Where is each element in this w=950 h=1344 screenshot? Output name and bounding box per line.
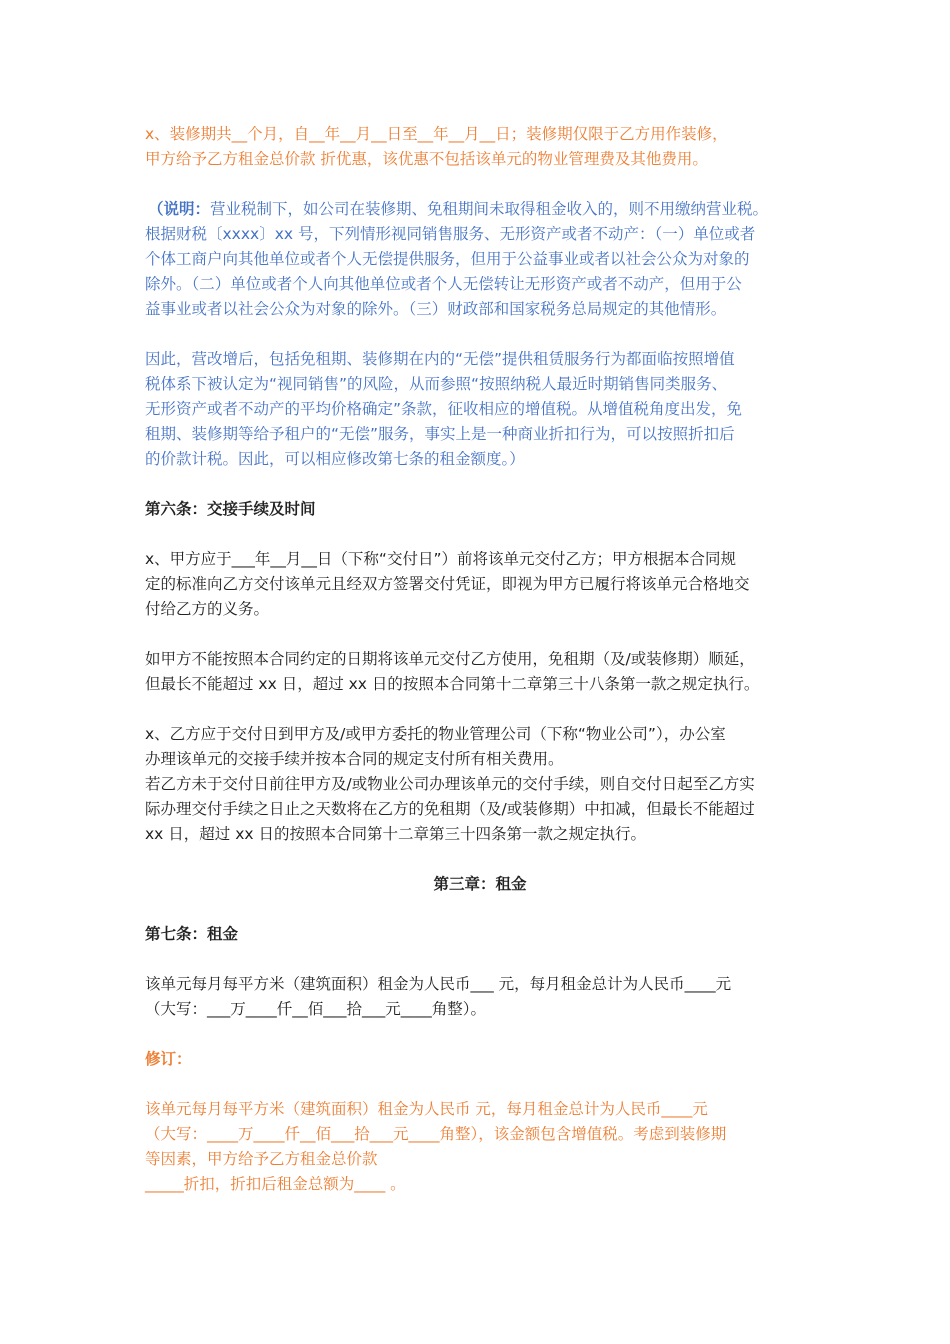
article-7-paragraph-1 [145, 972, 815, 1022]
text-line: 租期、装修期等给予租户的“无偿”服务，事实上是一种商业折扣行为，可以按照折扣后 [145, 425, 735, 443]
text-line: 但最长不能超过 xx 日，超过 xx 日的按照本合同第十二章第三十八条第一款之规定执行。 [145, 675, 760, 693]
text-line: 如甲方不能按照本合同约定的日期将该单元交付乙方使用，免租期（及/或装修期）顺延， [145, 650, 755, 668]
note-label: （说明： [148, 200, 211, 218]
text-line: 无形资产或者不动产的平均价格确定”条款，征收相应的增值税。从增值税角度出发，免 [145, 400, 743, 418]
text-line: 个体工商户向其他单位或者个人无偿提供服务，但用于公益事业或者以社会公众为对象的 [145, 250, 750, 268]
text-line: 的价款计税。因此，可以相应修改第七条的租金额度。） [145, 450, 525, 468]
text-line: xx 日，超过 xx 日的按照本合同第十二章第三十四条第一款之规定执行。 [145, 825, 646, 843]
revision-label: 修订： [145, 1050, 192, 1068]
tax-note-paragraph-2 [145, 347, 815, 472]
article-6-paragraph-2 [145, 647, 815, 697]
text-line: x、装修期共__个月，自__年__月__日至__年__月__日；装修期仅限于乙方用作装修， [145, 125, 728, 143]
text-line: 甲方给予乙方租金总价款 折优惠，该优惠不包括该单元的物业管理费及其他费用。 [145, 150, 708, 168]
text-line: 定的标准向乙方交付该单元且经双方签署交付凭证，即视为甲方已履行将该单元合格地交 [145, 575, 750, 593]
text-line: 等因素，甲方给予乙方租金总价款 [145, 1150, 378, 1168]
chapter-3-title: 第三章：租金 [433, 875, 527, 893]
text-line: 根据财税〔xxxx〕xx 号，下列情形视同销售服务、无形资产或者不动产：（一）单位或者 [145, 225, 756, 243]
text-line: 办理该单元的交接手续并按本合同的规定支付所有相关费用。 [145, 750, 564, 768]
article-6-paragraph-3 [145, 722, 815, 847]
text-line: 付给乙方的义务。 [145, 600, 270, 618]
text-line: （大写：____万____仟__佰___拾___元____角整），该金额包含增值税。考虑到装修期 [145, 1125, 727, 1143]
text-line: （大写：___万____仟__佰___拾___元____角整）。 [145, 1000, 487, 1018]
document-page [145, 122, 815, 1197]
tax-note [145, 197, 815, 322]
text-line: x、乙方应于交付日到甲方及/或甲方委托的物业管理公司（下称“物业公司”），办公室 [145, 725, 726, 743]
decoration-period-clause [145, 122, 815, 172]
article-6-title: 第六条：交接手续及时间 [145, 500, 316, 518]
note-first-line: 营业税制下，如公司在装修期、免租期间未取得租金收入的，则不用缴纳营业税。 [210, 200, 769, 218]
text-line: _____折扣，折扣后租金总额为____ 。 [145, 1175, 406, 1193]
article-6-paragraph-1 [145, 547, 815, 622]
text-line: 除外。（二）单位或者个人向其他单位或者个人无偿转让无形资产或者不动产，但用于公 [145, 275, 742, 293]
revision-text [145, 1097, 815, 1197]
text-line: 该单元每月每平方米（建筑面积）租金为人民币___ 元，每月租金总计为人民币____元 [145, 975, 732, 993]
text-line [148, 197, 815, 222]
text-line: 若乙方未于交付日前往甲方及/或物业公司办理该单元的交付手续，则自交付日起至乙方实 [145, 775, 755, 793]
text-line: 税体系下被认定为“视同销售”的风险，从而参照“按照纳税人最近时期销售同类服务、 [145, 375, 728, 393]
article-7-title: 第七条：租金 [145, 925, 239, 943]
text-line: 该单元每月每平方米（建筑面积）租金为人民币 元，每月租金总计为人民币____元 [145, 1100, 708, 1118]
text-line: 益事业或者以社会公众为对象的除外。（三）财政部和国家税务总局规定的其他情形。 [145, 300, 727, 318]
text-line: 因此，营改增后，包括免租期、装修期在内的“无偿”提供租赁服务行为都面临按照增值 [145, 350, 735, 368]
text-line: 际办理交付手续之日止之天数将在乙方的免租期（及/或装修期）中扣减，但最长不能超过 [145, 800, 755, 818]
text-line: x、甲方应于___年__月__日（下称“交付日”）前将该单元交付乙方；甲方根据本合同规 [145, 550, 736, 568]
